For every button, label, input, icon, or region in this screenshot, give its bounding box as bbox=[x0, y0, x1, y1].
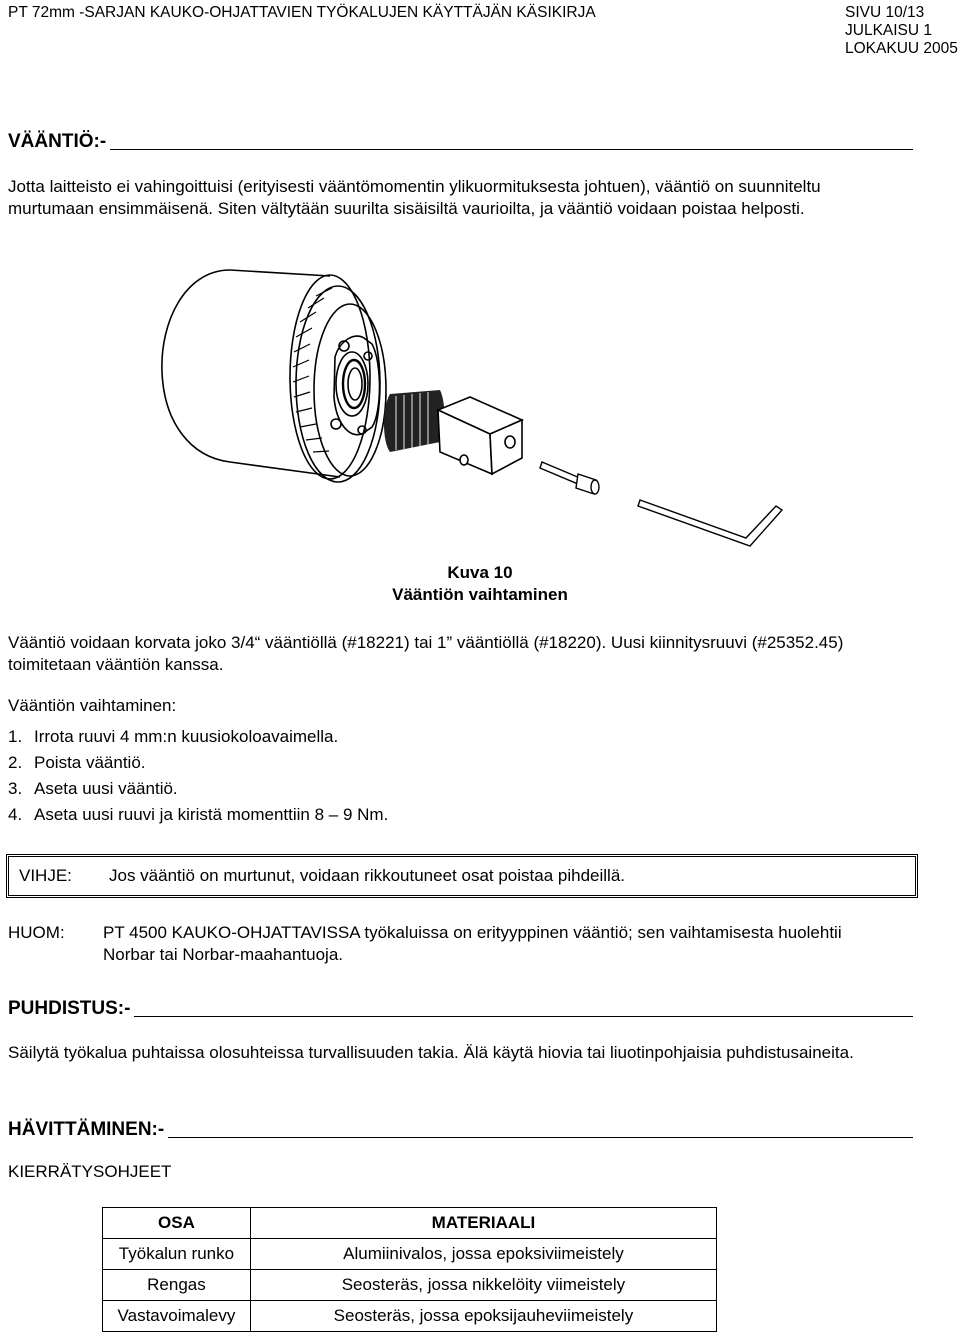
recycling-subtitle: KIERRÄTYSOHJEET bbox=[8, 1162, 172, 1181]
note-text: PT 4500 KAUKO-OHJATTAVISSA työkaluissa on erityyppinen vääntiö; sen vaihtamisesta huolehtii Norbar tai Norbar-maahantuoja. bbox=[103, 923, 842, 964]
table-header-row bbox=[103, 1208, 717, 1239]
section-heading-cleaning-text: PUHDISTUS:- bbox=[8, 998, 131, 1019]
column-header: MATERIAALI bbox=[250, 1208, 716, 1239]
list-item bbox=[8, 776, 888, 802]
table-cell: Työkalun runko bbox=[103, 1239, 251, 1270]
issue-number: JULKAISU 1 bbox=[845, 22, 933, 39]
list-item bbox=[8, 724, 888, 750]
recycling-table bbox=[102, 1207, 717, 1332]
figure-caption-title: Vääntiön vaihtaminen bbox=[392, 585, 568, 604]
step-text: Poista vääntiö. bbox=[34, 753, 146, 772]
heading-rule bbox=[110, 149, 913, 150]
heading-rule bbox=[168, 1137, 913, 1138]
table-row bbox=[103, 1239, 717, 1270]
list-item bbox=[8, 802, 888, 828]
reaction-adaptor-illustration bbox=[150, 262, 790, 552]
steps-list bbox=[8, 724, 888, 828]
torque-intro-paragraph: Jotta laitteisto ei vahingoittuisi (erityisesti vääntömomentin ylikuormituksesta johtuen), vääntiö on suunniteltu murtumaan ensimmäisenä. Siten vältytään suurilta sisäisiltä vaurioilta, ja vääntiö voidaan poistaa helposti. bbox=[8, 177, 821, 218]
section-heading-torque-text: VÄÄNTIÖ:- bbox=[8, 131, 107, 152]
table-row bbox=[103, 1270, 717, 1301]
tip-label: VIHJE: bbox=[19, 866, 72, 885]
table-row bbox=[103, 1301, 717, 1332]
step-number: 1. bbox=[8, 727, 23, 746]
table-cell: Seosteräs, jossa nikkelöity viimeistely bbox=[250, 1270, 716, 1301]
step-text: Aseta uusi vääntiö. bbox=[34, 779, 178, 798]
list-item bbox=[8, 750, 888, 776]
section-heading-disposal-text: HÄVITTÄMINEN:- bbox=[8, 1119, 165, 1140]
section-heading-disposal bbox=[8, 1119, 913, 1141]
cleaning-paragraph: Säilytä työkalua puhtaissa olosuhteissa turvallisuuden takia. Älä käytä hiovia tai liuotinpohjaisia puhdistusaineita. bbox=[8, 1043, 854, 1062]
heading-rule bbox=[134, 1016, 913, 1017]
step-number: 3. bbox=[8, 779, 23, 798]
column-header: OSA bbox=[103, 1208, 251, 1239]
document-header-title: PT 72mm -SARJAN KAUKO-OHJATTAVIEN TYÖKALUJEN KÄYTTÄJÄN KÄSIKIRJA bbox=[8, 4, 596, 21]
step-number: 4. bbox=[8, 805, 23, 824]
tip-box bbox=[6, 854, 918, 898]
page-number: SIVU 10/13 bbox=[845, 4, 925, 21]
tip-text: Jos vääntiö on murtunut, voidaan rikkoutuneet osat poistaa pihdeillä. bbox=[109, 866, 625, 885]
note-label: HUOM: bbox=[8, 923, 65, 942]
step-text: Aseta uusi ruuvi ja kiristä momenttiin 8 – 9 Nm. bbox=[34, 805, 389, 824]
steps-title: Vääntiön vaihtaminen: bbox=[8, 696, 177, 715]
step-text: Irrota ruuvi 4 mm:n kuusiokoloavaimella. bbox=[34, 727, 339, 746]
table-cell: Vastavoimalevy bbox=[103, 1301, 251, 1332]
figure-caption-number: Kuva 10 bbox=[447, 563, 513, 582]
table-cell: Seosteräs, jossa epoksijauheviimeistely bbox=[250, 1301, 716, 1332]
table-cell: Rengas bbox=[103, 1270, 251, 1301]
section-heading-torque bbox=[8, 131, 913, 153]
section-heading-cleaning bbox=[8, 998, 913, 1020]
issue-date: LOKAKUU 2005 bbox=[845, 40, 958, 57]
table-cell: Alumiinivalos, jossa epoksiviimeistely bbox=[250, 1239, 716, 1270]
replacement-paragraph: Vääntiö voidaan korvata joko 3/4“ vääntiöllä (#18221) tai 1” vääntiöllä (#18220). Uusi kiinnitysruuvi (#25352.45) toimitetaan vääntiön kanssa. bbox=[8, 633, 844, 674]
step-number: 2. bbox=[8, 753, 23, 772]
